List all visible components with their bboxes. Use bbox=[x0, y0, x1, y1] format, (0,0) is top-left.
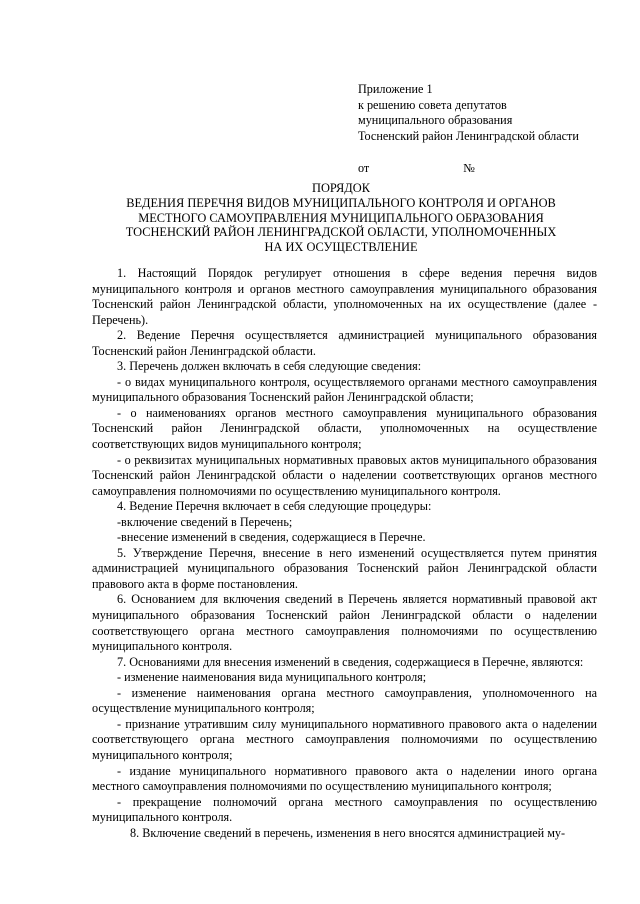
paragraph: 1. Настоящий Порядок регулирует отношения в сфере ведения перечня видов муниципального контроля и органов местного самоуправления муниципального образования Тосненский район Ленинградской области, уполномоченных на их осуществление (далее - Перечень). bbox=[92, 266, 597, 327]
appendix-line: Тосненский район Ленинградской области bbox=[358, 128, 579, 143]
title-line: ПОРЯДОК bbox=[312, 181, 370, 195]
list-item: - издание муниципального нормативного правового акта о наделении иного органа местного самоуправления полномочиями по осуществлению муниципального контроля; bbox=[92, 763, 597, 794]
list-item: -включение сведений в Перечень; bbox=[117, 514, 293, 529]
appendix-line: Приложение 1 bbox=[358, 82, 433, 96]
paragraph: 5. Утверждение Перечня, внесение в него изменений осуществляется путем принятия администрацией муниципального образования Тосненский район Ленинградской области правового акта в форме постановления. bbox=[92, 545, 597, 591]
paragraph: 6. Основанием для включения сведений в Перечень является нормативный правовой акт муниципального образования Тосненский район Ленинградской области о наделении соответствующего органа местного самоуправления полномочиями по осуществлению муниципального контроля. bbox=[92, 592, 597, 654]
paragraph: 4. Ведение Перечня включает в себя следующие процедуры: bbox=[117, 499, 432, 514]
list-item: - о реквизитах муниципальных нормативных правовых актов муниципального образования Тосненский район Ленинградской области о наделении соответствующих органов местного самоуправления полномочиями по осуществлению муниципального контроля. bbox=[92, 452, 597, 498]
paragraph: 3. Перечень должен включать в себя следующие сведения: bbox=[117, 359, 422, 374]
title-line: МЕСТНОГО САМОУПРАВЛЕНИЯ МУНИЦИПАЛЬНОГО ОБРАЗОВАНИЯ bbox=[138, 210, 544, 225]
date-number-row bbox=[358, 161, 618, 177]
title-line: ТОСНЕНСКИЙ РАЙОН ЛЕНИНГРАДСКОЙ ОБЛАСТИ, УПОЛНОМОЧЕННЫХ bbox=[125, 225, 557, 240]
document-title bbox=[80, 181, 602, 255]
appendix-header bbox=[358, 82, 618, 177]
list-item: - изменение наименования вида муниципального контроля; bbox=[117, 670, 427, 685]
document-body bbox=[92, 266, 597, 841]
list-item: - прекращение полномочий органа местного самоуправления по осуществлению муниципального контроля. bbox=[92, 794, 597, 825]
date-label: от bbox=[358, 161, 370, 175]
list-item: - о видах муниципального контроля, осуществляемого органами местного самоуправления муниципального образования Тосненский район Ленинградской области; bbox=[92, 374, 597, 405]
appendix-line: к решению совета депутатов bbox=[358, 97, 507, 112]
title-line: ВЕДЕНИЯ ПЕРЕЧНЯ ВИДОВ МУНИЦИПАЛЬНОГО КОНТРОЛЯ И ОРГАНОВ bbox=[126, 195, 556, 210]
list-item: - о наименованиях органов местного самоуправления муниципального образования Тосненский район Ленинградской области, уполномоченных на осуществление соответствующих видов муниципального контроля; bbox=[92, 405, 597, 452]
list-item: - изменение наименования органа местного самоуправления, уполномоченного на осуществление муниципального контроля; bbox=[92, 685, 597, 716]
appendix-line: муниципального образования bbox=[358, 113, 513, 127]
number-label: № bbox=[463, 161, 475, 175]
paragraph: 8. Включение сведений в перечень, изменения в него вносятся администрацией му- bbox=[130, 825, 566, 840]
paragraph: 7. Основаниями для внесения изменений в сведения, содержащиеся в Перечне, являются: bbox=[117, 654, 584, 669]
title-line: НА ИХ ОСУЩЕСТВЛЕНИЕ bbox=[264, 240, 418, 255]
paragraph: 2. Ведение Перечня осуществляется администрацией муниципального образования Тосненский район Ленинградской области. bbox=[92, 328, 597, 358]
list-item: -внесение изменений в сведения, содержащиеся в Перечне. bbox=[117, 530, 426, 545]
list-item: - признание утратившим силу муниципального нормативного правового акта о наделении соответствующего органа местного самоуправления полномочиями по осуществлению муниципального контроля; bbox=[92, 716, 597, 762]
